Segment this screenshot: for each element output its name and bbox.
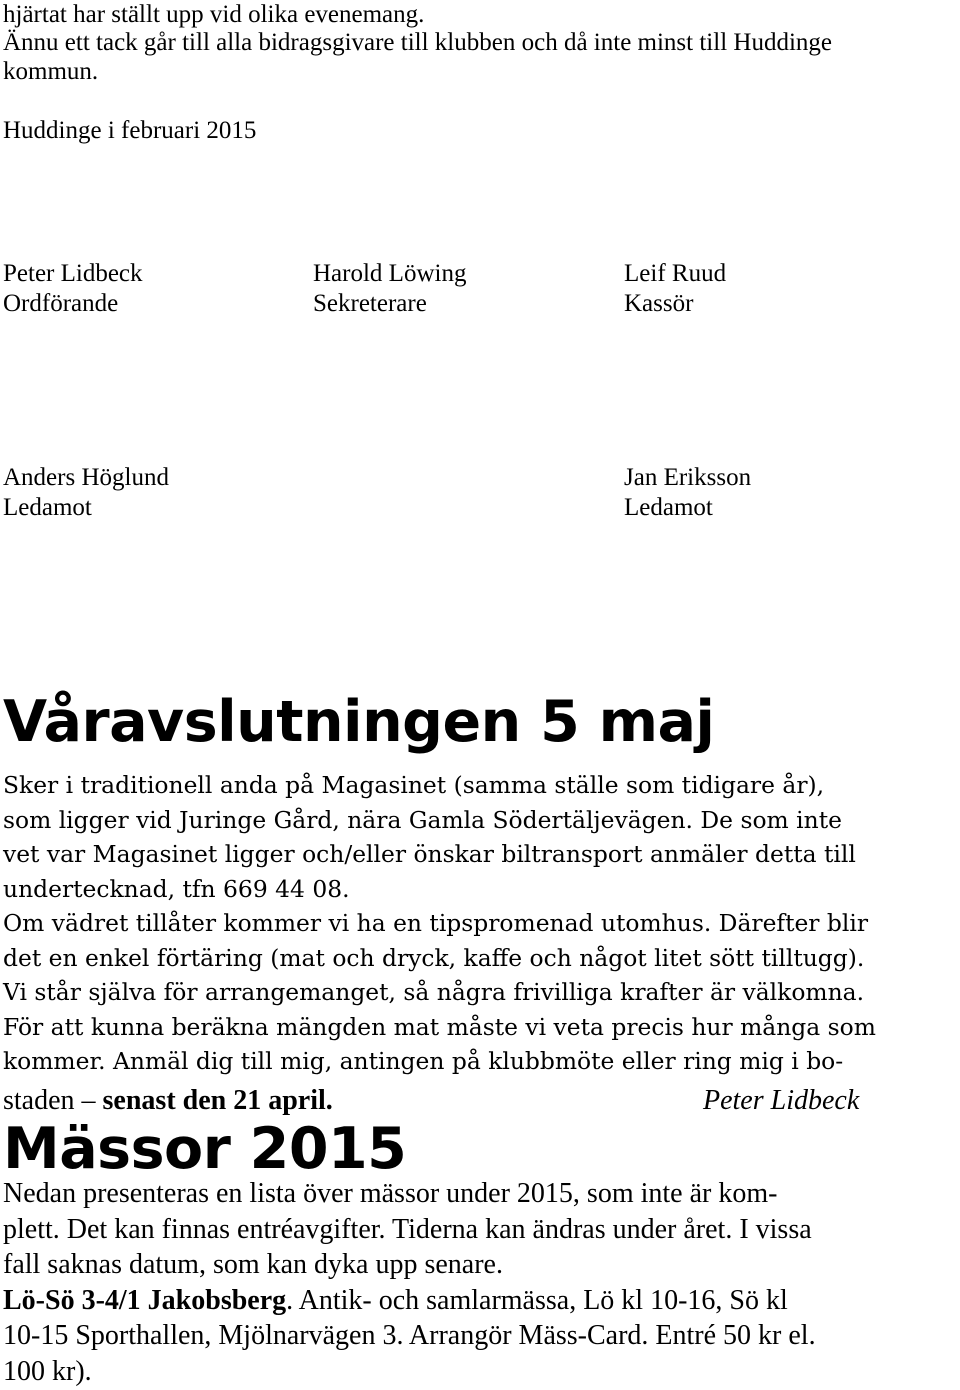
- intro-line-3: kommun.: [3, 58, 99, 85]
- section2-body: [3, 1176, 816, 1390]
- signature-chairman: [3, 259, 143, 319]
- body-line: kommer. Anmäl dig till mig, antingen på klubbmöte eller ring mig i bo-: [3, 1047, 844, 1075]
- body-line: Nedan presenteras en lista över mässor under 2015, som inte är kom-: [3, 1178, 778, 1209]
- body-line: vet var Magasinet ligger och/eller önskar biltransport anmäler detta till: [3, 840, 856, 868]
- signature-role: Kassör: [624, 290, 694, 317]
- place-date: Huddinge i februari 2015: [3, 117, 257, 144]
- signature-member-1: [3, 463, 169, 523]
- body-line: Vi står själva för arrangemanget, så några frivilliga krafter är välkomna.: [3, 978, 865, 1006]
- body-line: För att kunna beräkna mängden mat måste vi veta precis hur många som: [3, 1012, 876, 1041]
- intro-line-1: hjärtat har ställt upp vid olika evenemang.: [3, 1, 425, 28]
- event-line: 100 kr).: [3, 1355, 92, 1387]
- signature-role: Sekreterare: [313, 290, 427, 317]
- body-line: fall saknas datum, som kan dyka upp senare.: [3, 1249, 503, 1281]
- body-line-start: staden –: [3, 1085, 103, 1116]
- body-line: det en enkel förtäring (mat och dryck, kaffe och något litet sött tilltugg).: [3, 943, 865, 972]
- signature-name: Harold Löwing: [313, 260, 467, 287]
- section-title-massor: Mässor 2015: [3, 1116, 407, 1182]
- signature-name: Leif Ruud: [624, 260, 727, 287]
- author-signature: [703, 1083, 859, 1119]
- signature-name: Peter Lidbeck: [3, 260, 143, 287]
- body-line: som ligger vid Juringe Gård, nära Gamla Södertäljevägen. De som inte: [3, 805, 842, 834]
- signature-name: Anders Höglund: [3, 464, 169, 491]
- signature-role: Ledamot: [624, 494, 713, 521]
- event-details: . Antik- och samlarmässa, Lö kl 10-16, Sö kl: [286, 1284, 788, 1316]
- intro-line-2: Ännu ett tack går till alla bidragsgivare till klubben och då inte minst till Huddinge: [3, 29, 832, 56]
- body-line: Om vädret tillåter kommer vi ha en tipspromenad utomhus. Därefter blir: [3, 909, 869, 937]
- section1-last-line: [3, 1083, 333, 1119]
- body-line: Sker i traditionell anda på Magasinet (samma ställe som tidigare år),: [3, 771, 825, 799]
- body-line: undertecknad, tfn 669 44 08.: [3, 874, 350, 903]
- section1-body: [3, 768, 876, 1079]
- signature-member-2: [624, 463, 751, 523]
- deadline-text: senast den 21 april.: [102, 1085, 333, 1116]
- signature-role: Ledamot: [3, 494, 92, 521]
- section-title-varavslutningen: Våravslutningen 5 maj: [3, 689, 715, 755]
- author-name: Peter Lidbeck: [703, 1085, 860, 1116]
- signature-treasurer: [624, 259, 726, 319]
- event-title: Lö-Sö 3-4/1 Jakobsberg: [3, 1284, 287, 1316]
- body-line: plett. Det kan finnas entréavgifter. Tiderna kan ändras under året. I vissa: [3, 1213, 812, 1245]
- signature-role: Ordförande: [3, 290, 119, 317]
- signature-name: Jan Eriksson: [624, 464, 752, 491]
- signature-secretary: [313, 259, 466, 319]
- event-line: 10-15 Sporthallen, Mjölnarvägen 3. Arrangör Mäss-Card. Entré 50 kr el.: [3, 1320, 816, 1352]
- event-line: [3, 1283, 816, 1319]
